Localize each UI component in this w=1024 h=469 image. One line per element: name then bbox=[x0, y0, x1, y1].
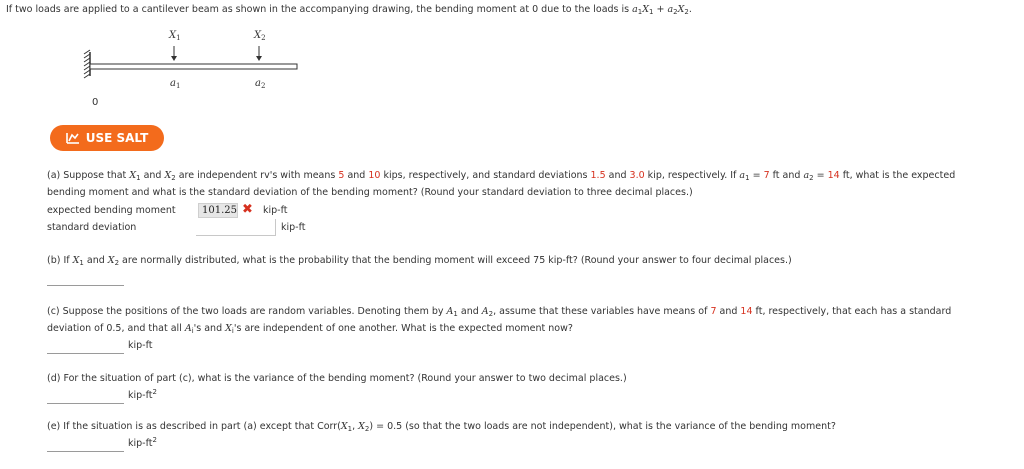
part-a-line1: (a) Suppose that $X_1$ and $X_2$ are independent rv's with means 5 and 10 kips, respectively, and standard deviations 1.5 and 3.0 kip, respectively. If $a_1 = 7$ ft and $a_2 = 14$ ft, what is the expected bbox=[47, 170, 956, 182]
x2-label: $X_2$ bbox=[254, 30, 266, 42]
incorrect-icon: ✖ bbox=[242, 202, 253, 217]
load-arrow-x2 bbox=[256, 46, 262, 61]
cantilever-beam-diagram bbox=[80, 24, 310, 114]
standard-deviation-input[interactable] bbox=[196, 219, 276, 236]
expected-bending-moment-label: expected bending moment bbox=[47, 205, 176, 216]
part-a-line2: bending moment and what is the standard deviation of the bending moment? (Round your standard deviation to three decimal places.) bbox=[47, 187, 693, 198]
part-e-unit: kip-$ft^2$ bbox=[128, 436, 157, 449]
part-b-text: (b) If $X_1$ and $X_2$ are normally distributed, what is the probability that the bending moment will exceed 75 kip-ft? (Round your answer to four decimal places.) bbox=[47, 255, 792, 267]
part-c-unit: kip-ft bbox=[128, 340, 153, 351]
variance-input-e[interactable] bbox=[47, 437, 124, 452]
expected-moment-input[interactable] bbox=[47, 339, 124, 354]
use-salt-label: USE SALT bbox=[85, 131, 149, 145]
load-arrow-x1 bbox=[171, 46, 177, 61]
part-c-line1: (c) Suppose the positions of the two loads are random variables. Denoting them by $A_1$ and $A_2$, assume that these variables have means of 7 and 14 ft, respectively, that each has a standard bbox=[47, 306, 952, 318]
x1-label: $X_1$ bbox=[169, 30, 181, 42]
sd-unit: kip-ft bbox=[281, 222, 306, 233]
part-c-line2: deviation of 0.5, and that all $A_i's$ and $X_i's$ are independent of one another. What is the expected moment now? bbox=[47, 323, 573, 335]
variance-input-d[interactable] bbox=[47, 389, 124, 404]
a1-label: $a_1$ bbox=[170, 78, 181, 90]
standard-deviation-label: standard deviation bbox=[47, 222, 137, 233]
problem-intro: If two loads are applied to a cantilever beam as shown in the accompanying drawing, the bending moment at 0 due to the loads is $a_1X_1 + a_2X_2$. bbox=[6, 4, 692, 16]
part-d-text: (d) For the situation of part (c), what is the variance of the bending moment? (Round your answer to two decimal places.) bbox=[47, 373, 627, 384]
use-salt-button[interactable] bbox=[50, 125, 164, 151]
wall-support bbox=[84, 50, 90, 78]
salt-graph-icon bbox=[66, 132, 80, 144]
probability-input[interactable] bbox=[47, 271, 124, 286]
part-e-text: (e) If the situation is as described in part (a) except that $Corr(X_1$, $X_2) = 0.5$ (so that the two loads are not independent), what is the variance of the bending moment? bbox=[47, 421, 836, 433]
expected-unit: kip-ft bbox=[263, 205, 288, 216]
a2-label: $a_2$ bbox=[255, 78, 266, 90]
beam bbox=[90, 64, 297, 69]
expected-bending-moment-answer[interactable]: 101.25 bbox=[198, 203, 238, 218]
origin-label: 0 bbox=[92, 97, 99, 108]
part-d-unit: kip-$ft^2$ bbox=[128, 388, 157, 401]
